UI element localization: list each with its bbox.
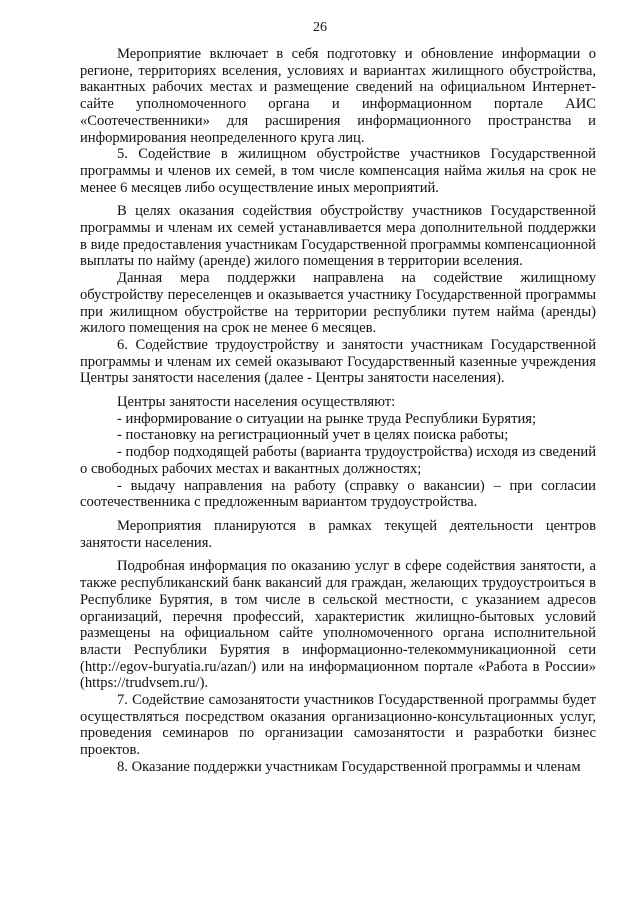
paragraph: Данная мера поддержки направлена на содействие жилищному обустройству переселенцев и оказывается участнику Государственной программы при жилищном обустройстве на территории республики путем найма (аренды) жилого помещения на срок не менее 6 месяцев. [80,270,596,337]
list-item: - подбор подходящей работы (варианта трудоустройства) исходя из сведений о свободных рабочих местах и вакантных должностях; [80,444,596,477]
paragraph: 8. Оказание поддержки участникам Государственной программы и членам [117,758,581,775]
list-item: - постановку на регистрационный учет в целях поиска работы; [117,427,509,444]
list-item: - выдачу направления на работу (справку о вакансии) – при согласии соотечественника с предложенным вариантом трудоустройства. [80,477,596,511]
list-item: - информирование о ситуации на рынке труда Республики Бурятия; [117,410,537,427]
document-body [80,46,596,776]
paragraph: В целях оказания содействия обустройству участников Государственной программы и членам их семей устанавливается мера дополнительной поддержки в виде предоставления участникам Государственной программы компенсационной выплаты по найму (аренде) жилого помещения в территории вселения. [80,203,596,270]
page-number: 26 [313,20,327,35]
paragraph: Подробная информация по оказанию услуг в сфере содействия занятости, а также республиканский банк вакансий для граждан, желающих трудоустроиться в Республике Бурятия, в том числе в сельской местности, с указанием адресов организаций, перечня профессий, характеристик жилищно-бытовых условий размещены на официальном сайте уполномоченного органа исполнительной власти Республики Бурятия в информационно-телекоммуникационной сети (http://egov-buryatia.ru/azan/) или на информационном портале «Работа в России» (https://trudvsem.ru/). [80,558,596,692]
paragraph: Мероприятие включает в себя подготовку и обновление информации о регионе, территориях вселения, условиях и вариантах жилищного обустройства, вакантных рабочих местах и размещение сведений на официальном Интернет-сайте уполномоченного органа и информационном портале АИС «Соотечественники» для расширения информационного пространства и информирования неопределенного круга лиц. [80,46,596,146]
paragraph: 7. Содействие самозанятости участников Государственной программы будет осуществляться посредством оказания организационно-консультационных услуг, проведения семинаров по организации самозанятости и разработки бизнес проектов. [80,692,596,759]
paragraph: Центры занятости населения осуществляют: [117,394,396,411]
paragraph: Мероприятия планируются в рамках текущей деятельности центров занятости населения. [80,517,596,551]
paragraph: 5. Содействие в жилищном обустройстве участников Государственной программы и членов их семей, в том числе компенсация найма жилья на срок не менее 6 месяцев либо осуществление иных мероприятий. [80,146,596,196]
paragraph: 6. Содействие трудоустройству и занятости участникам Государственной программы и членам их семей оказывают Государственный казенные учреждения Центры занятости населения (далее - Центры занятости населения). [80,336,596,387]
